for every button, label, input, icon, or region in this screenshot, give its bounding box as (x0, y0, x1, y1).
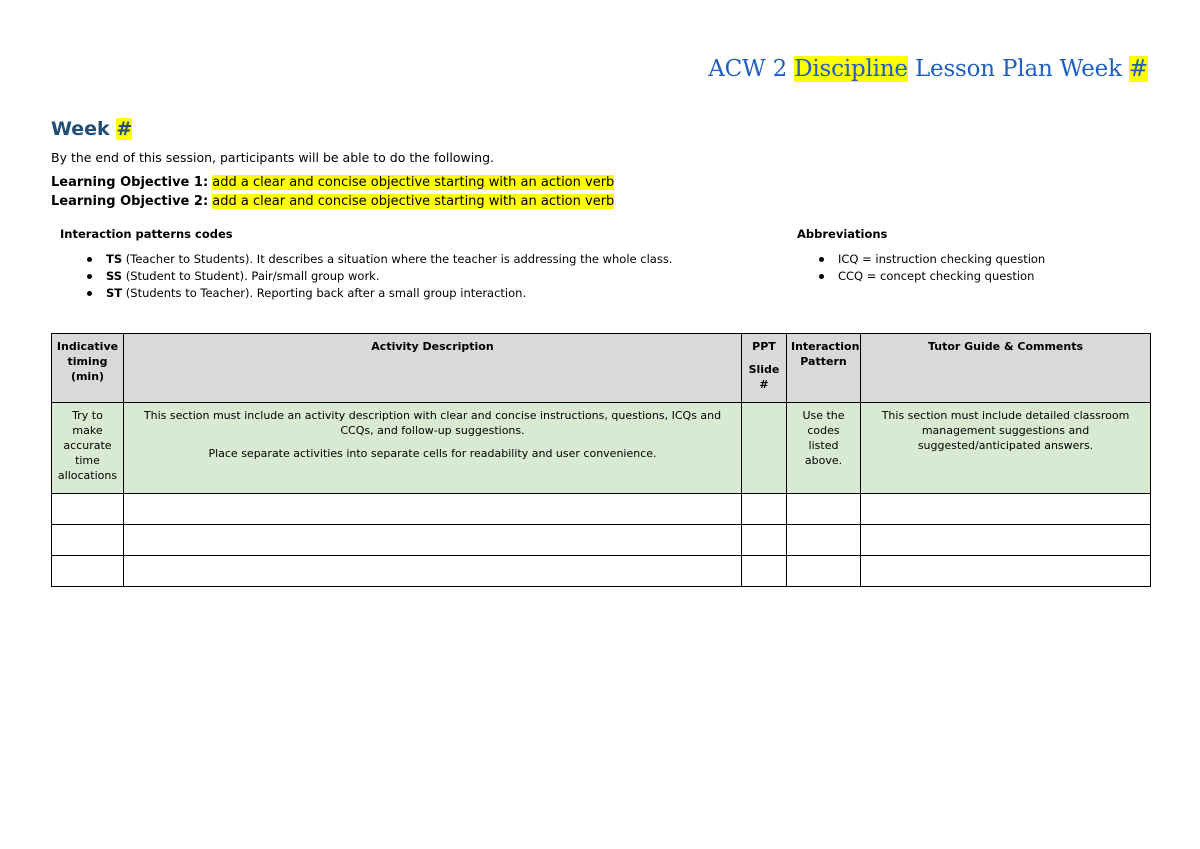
example-activity-cell[interactable] (124, 403, 742, 494)
table-cell[interactable] (52, 556, 124, 587)
table-cell[interactable] (52, 494, 124, 525)
table-cell[interactable] (124, 494, 742, 525)
abbreviation-text: ICQ = instruction checking question (838, 252, 1046, 266)
header-ppt-slide (742, 334, 787, 403)
example-pattern-cell[interactable]: Use the codes listed above. (787, 403, 861, 494)
abbreviation-text: CCQ = concept checking question (838, 269, 1035, 283)
list-item (810, 251, 1045, 268)
header-activity: Activity Description (124, 334, 742, 403)
pattern-description: (Teacher to Students). It describes a situation where the teacher is addressing the whole class. (122, 252, 673, 266)
list-item (78, 285, 672, 302)
list-item (78, 251, 672, 268)
pattern-code: TS (106, 252, 123, 266)
learning-objective-2-text: add a clear and concise objective starting with an action verb (212, 194, 615, 209)
learning-objective-1-text: add a clear and concise objective starting with an action verb (212, 175, 615, 190)
header-interaction-pattern: Interaction Pattern (787, 334, 861, 403)
table-cell[interactable] (861, 556, 1151, 587)
bullet-icon (87, 257, 92, 262)
week-number-highlight: # (116, 118, 133, 140)
table-row (52, 494, 1151, 525)
pattern-code: SS (106, 269, 123, 283)
title-week-number-highlight: # (1128, 56, 1148, 82)
document-title (708, 56, 1148, 82)
table-cell[interactable] (124, 556, 742, 587)
bullet-icon (819, 257, 824, 262)
example-ppt-cell[interactable] (742, 403, 787, 494)
learning-objective-1-label: Learning Objective 1: (51, 175, 209, 190)
example-timing-cell[interactable]: Try to make accurate time allocations (52, 403, 124, 494)
interaction-patterns-list (78, 251, 672, 302)
pattern-description: (Students to Teacher). Reporting back after a small group interaction. (122, 286, 527, 300)
lesson-plan-table (51, 333, 1151, 587)
header-slide: Slide # (748, 363, 780, 391)
table-cell[interactable] (52, 525, 124, 556)
bullet-icon (819, 274, 824, 279)
bullet-icon (87, 291, 92, 296)
table-row (52, 556, 1151, 587)
title-discipline-highlight: Discipline (794, 56, 908, 82)
abbreviations-heading: Abbreviations (797, 227, 888, 241)
example-activity-text-2: Place separate activities into separate cells for readability and user convenience. (208, 447, 657, 460)
header-tutor-guide: Tutor Guide & Comments (861, 334, 1151, 403)
table-cell[interactable] (787, 525, 861, 556)
pattern-description: (Student to Student). Pair/small group work. (122, 269, 380, 283)
example-tutor-cell[interactable]: This section must include detailed classroom management suggestions and suggested/anticipated answers. (861, 403, 1151, 494)
header-timing: Indicative timing (min) (52, 334, 124, 403)
list-item (810, 268, 1045, 285)
pattern-code: ST (106, 286, 123, 300)
learning-objective-2-label: Learning Objective 2: (51, 194, 209, 209)
learning-objective-2 (51, 194, 614, 209)
week-heading (51, 118, 132, 140)
table-cell[interactable] (742, 556, 787, 587)
header-ppt: PPT (752, 340, 776, 353)
table-cell[interactable] (787, 494, 861, 525)
list-item (78, 268, 672, 285)
table-row-example (52, 403, 1151, 494)
table-cell[interactable] (861, 494, 1151, 525)
table-row (52, 525, 1151, 556)
table-cell[interactable] (787, 556, 861, 587)
interaction-patterns-heading: Interaction patterns codes (60, 227, 233, 241)
table-cell[interactable] (861, 525, 1151, 556)
learning-objective-1 (51, 175, 614, 190)
table-cell[interactable] (124, 525, 742, 556)
abbreviations-list (810, 251, 1045, 285)
week-label: Week (51, 118, 117, 140)
table-header-row (52, 334, 1151, 403)
intro-text: By the end of this session, participants will be able to do the following. (51, 150, 495, 165)
example-activity-text-1: This section must include an activity description with clear and concise instructions, questions, ICQs and CCQs, and follow-up suggestions. (143, 409, 722, 437)
title-part-1: ACW 2 (708, 56, 795, 82)
title-part-3: Lesson Plan Week (907, 56, 1129, 82)
table-cell[interactable] (742, 525, 787, 556)
table-cell[interactable] (742, 494, 787, 525)
bullet-icon (87, 274, 92, 279)
